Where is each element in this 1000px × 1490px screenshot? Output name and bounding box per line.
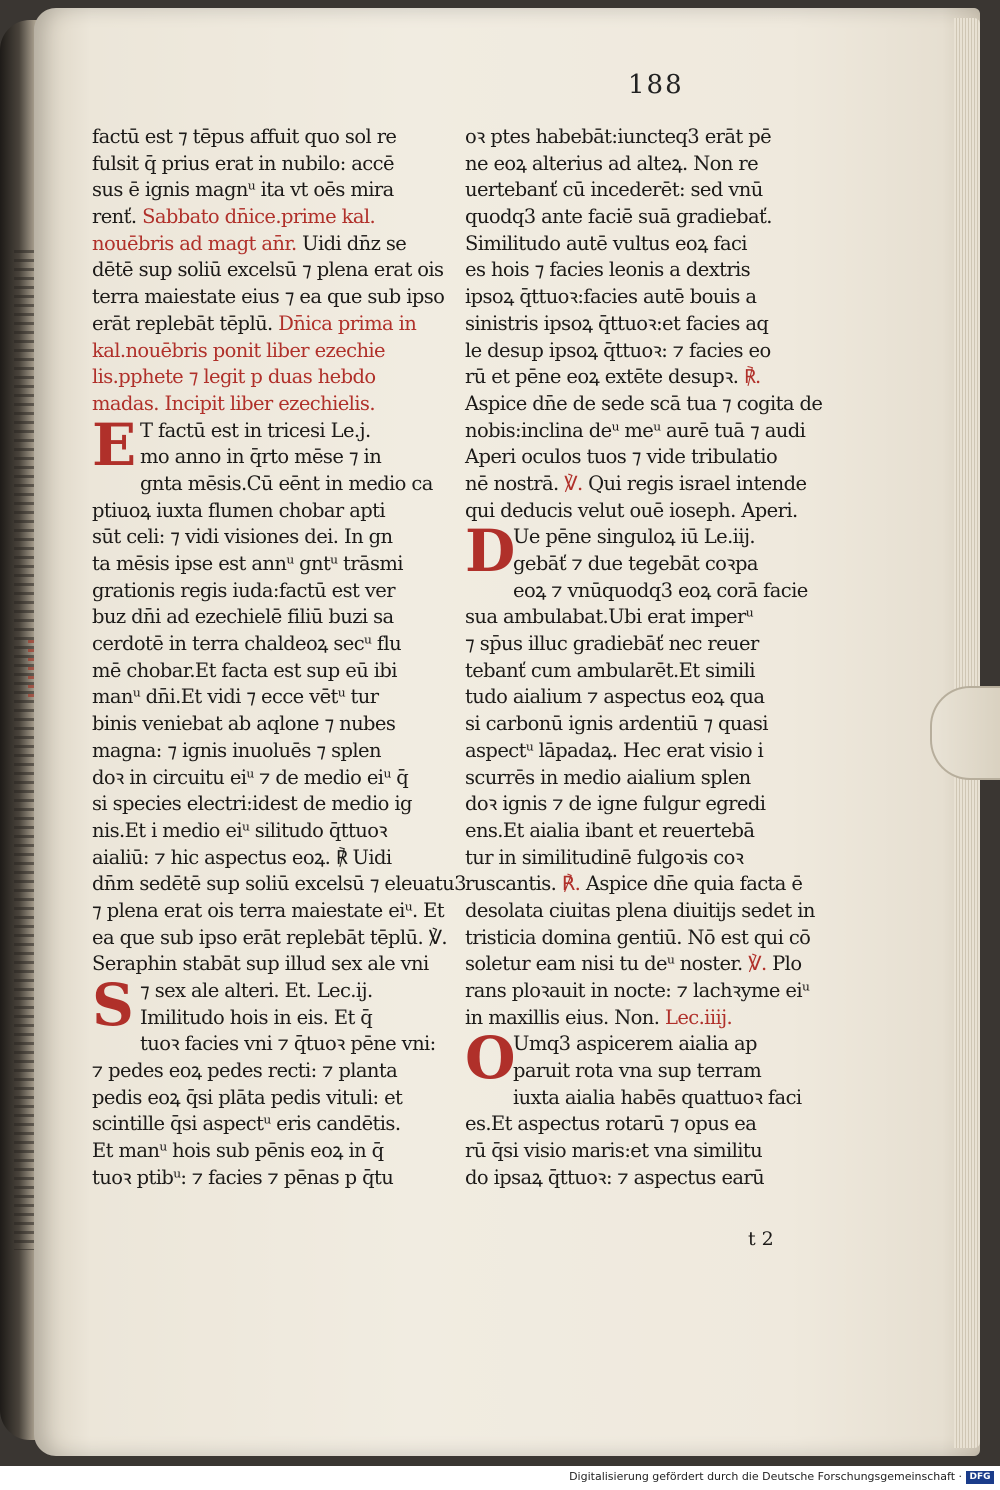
- line-text: ta mēsis ipse est annᵘ gntᵘ trāsmi: [92, 552, 403, 575]
- line-text: ens.Et aialia ibant et reuertebā: [465, 818, 755, 842]
- line-text: lis.pphete ⁊ legit p duas hebdo: [92, 365, 376, 389]
- page-clip: [930, 686, 1000, 780]
- line-text: rans ploꝛauit in nocte: ⁊ lachꝛyme eiᵘ: [465, 979, 810, 1002]
- line-text: ipsoꝝ q̄ttuoꝛ:facies autē bouis a: [465, 285, 757, 309]
- text-line: [465, 604, 825, 631]
- text-line: [92, 177, 454, 204]
- text-line: [92, 1005, 454, 1032]
- text-line: [465, 418, 825, 445]
- text-line: [92, 204, 454, 231]
- text-line: [92, 1085, 454, 1112]
- text-line: [465, 1165, 825, 1192]
- rubric-text: Dn̄ica prima in: [278, 311, 417, 335]
- line-text: Umq3 aspicerem aialia ap: [513, 1032, 757, 1056]
- line-text: madas.: [92, 391, 159, 415]
- line-text: desolata ciuitas plena diuitijs sedet in: [465, 898, 815, 922]
- text-line: [465, 1005, 825, 1032]
- text-line: [465, 978, 825, 1005]
- line-text: ⁊ sex ale alteri. Et. Lec.ij.: [140, 979, 373, 1002]
- text-line: [92, 284, 454, 311]
- line-text: do ipsaꝝ q̄ttuoꝛ: ⁊ aspectus earū: [465, 1165, 765, 1189]
- text-line: [465, 311, 825, 338]
- text-line: [92, 631, 454, 658]
- text-line: [92, 925, 454, 952]
- line-text: grationis regis iuda:factū est ver: [92, 578, 395, 602]
- text-line: [92, 578, 454, 605]
- text-line: [465, 257, 825, 284]
- funding-notice: Digitalisierung gefördert durch die Deutsche Forschungsgemeinschaft ·: [569, 1470, 962, 1483]
- drop-initial: E: [92, 410, 136, 479]
- line-text: cerdotē in terra chaldeoꝝ secᵘ flu: [92, 632, 402, 656]
- drop-initial: S: [92, 971, 134, 1039]
- line-text: doꝛ in circuitu eiᵘ ⁊ de medio eiᵘ q̄: [92, 765, 409, 789]
- line-text: Ue pēne singuloꝝ iū Le.iij.: [513, 525, 755, 549]
- text-line: [92, 338, 454, 365]
- line-text: Aspice dn̄e quia facta ē: [585, 872, 803, 896]
- line-text: Aspice dn̄e de sede scā tua ⁊ cogita de: [465, 391, 823, 415]
- line-text: scintille q̄si aspectᵘ eris candētis.: [92, 1112, 401, 1136]
- text-line: [465, 738, 825, 765]
- line-text: quodq3 ante faciē suā gradiebať.: [465, 205, 772, 229]
- line-text: aspectᵘ lāpadaꝝ. Hec erat visio i: [465, 738, 764, 762]
- line-text: sūt celi: ⁊ vidi visiones dei. In gn: [92, 525, 393, 549]
- line-text: nē nostrā.: [465, 471, 559, 495]
- line-text: gnta mēsis.Cū eēnt in medio ca: [140, 471, 433, 495]
- text-line: [465, 578, 825, 605]
- text-line: [465, 284, 825, 311]
- line-text: terra maiestate eius ⁊ ea que sub ipso: [92, 285, 445, 309]
- line-text: ⁊ plena erat ois terra maiestate eiᵘ. Et: [92, 898, 445, 922]
- line-text: ruscantis.: [465, 872, 557, 896]
- text-line: [465, 231, 825, 258]
- text-line: [92, 951, 454, 978]
- text-line: [92, 551, 454, 578]
- line-text: erāt replebāt tēplū.: [92, 311, 273, 335]
- line-text: sus ē ignis magnᵘ ita vt oēs mira: [92, 178, 394, 202]
- text-line: [465, 204, 825, 231]
- line-text: paruit rota vna sup terram: [513, 1059, 762, 1083]
- line-text: tristicia domina gentiū. Nō est qui cō: [465, 925, 811, 949]
- text-line: [92, 257, 454, 284]
- line-text: soletur eam nisi tu deᵘ noster.: [465, 952, 743, 976]
- right-text-column: [465, 124, 825, 1192]
- text-line: [465, 711, 825, 738]
- text-line: [92, 1165, 454, 1192]
- line-text: buz dn̄i ad ezechielē filiū buzi sa: [92, 605, 394, 629]
- text-line: [92, 498, 454, 525]
- text-line: [465, 1058, 825, 1085]
- line-text: fulsit q̄ prius erat in nubilo: accē: [92, 151, 394, 175]
- line-text: eoꝝ ⁊ vnūquodq3 eoꝝ corā facie: [513, 578, 808, 602]
- text-line: [465, 151, 825, 178]
- text-line: [465, 391, 825, 418]
- text-line: [465, 444, 825, 471]
- text-line: [92, 1058, 454, 1085]
- line-text: gebāť ⁊ due tegebāt coꝛpa: [513, 552, 758, 575]
- dfg-logo: DFG: [966, 1471, 994, 1484]
- line-text: nouēbris ad magt an̄r.: [92, 231, 297, 255]
- text-line: [92, 364, 454, 391]
- text-line: [465, 551, 825, 578]
- text-line: [465, 124, 825, 151]
- text-line: [92, 391, 454, 418]
- text-line: [92, 604, 454, 631]
- text-line: [92, 471, 454, 498]
- rubric-text: Incipit liber ezechielis.: [164, 391, 375, 415]
- text-line: [465, 658, 825, 685]
- text-line: [465, 1138, 825, 1165]
- line-text: factū est ⁊ tēpus affuit quo sol re: [92, 125, 397, 148]
- line-text: dn̄m sedētē sup soliū excelsū ⁊ eleuatu3: [92, 872, 466, 896]
- text-line: [92, 898, 454, 925]
- text-line: [92, 791, 454, 818]
- line-text: es hois ⁊ facies leonis a dextris: [465, 258, 751, 282]
- line-text: qui deducis velut ouē ioseph. Aperi.: [465, 498, 798, 522]
- line-text: kal.nouēbris ponit liber ezechie: [92, 338, 386, 362]
- text-line: [465, 818, 825, 845]
- line-text: Seraphin stabāt sup illud sex ale vni: [92, 952, 429, 976]
- rubric-text: Uidi dn̄z se: [302, 231, 407, 255]
- text-line: [465, 791, 825, 818]
- line-text: tebanť cum ambularēt.Et simili: [465, 658, 755, 682]
- text-line: [92, 1138, 454, 1165]
- line-text: mē chobar.Et facta est sup eū ibi: [92, 658, 397, 682]
- text-line: [92, 311, 454, 338]
- drop-initial: O: [465, 1024, 515, 1093]
- line-text: Similitudo autē vultus eoꝝ faci: [465, 231, 747, 255]
- line-text: uertebanť cū incederēt: sed vnū: [465, 178, 763, 202]
- line-text: Aperi oculos tuos ⁊ vide tribulatio: [465, 445, 778, 469]
- text-line: [92, 765, 454, 792]
- rubric-text: Sabbato dn̄ice.prime kal.: [142, 205, 376, 229]
- line-text: ⁊ sp̄us illuc gradiebāť nec reuer: [465, 632, 759, 656]
- text-line: [92, 711, 454, 738]
- line-text: manᵘ dn̄i.Et vidi ⁊ ecce vētᵘ tur: [92, 685, 379, 709]
- text-line: [92, 1111, 454, 1138]
- line-text: ne eoꝝ alterius ad alteꝝ. Non re: [465, 151, 759, 175]
- line-text: nis.Et i medio eiᵘ silitudo q̄ttuoꝛ: [92, 818, 387, 842]
- text-line: [92, 151, 454, 178]
- line-text: Et manᵘ hois sub pēnis eoꝝ in q̄: [92, 1139, 384, 1163]
- line-text: doꝛ ignis ⁊ de igne fulgur egredi: [465, 792, 766, 816]
- text-line: [465, 471, 825, 498]
- text-line: [92, 684, 454, 711]
- line-text: aialiū: ⁊ hic aspectus eoꝝ. ℟ Uidi: [92, 845, 392, 869]
- text-line: [465, 338, 825, 365]
- line-text: pedis eoꝝ q̄si plāta pedis vituli: et: [92, 1085, 403, 1109]
- line-text: tur in similitudinē fulgoꝛis coꝛ: [465, 845, 744, 869]
- text-line: [465, 1085, 825, 1112]
- line-text: renť.: [92, 205, 137, 229]
- line-text: T factū est in tricesi Le.j.: [140, 418, 371, 442]
- line-text: iuxta aialia habēs quattuoꝛ faci: [513, 1085, 802, 1109]
- line-text: Qui regis israel intende: [588, 471, 807, 495]
- line-text: si carbonū ignis ardentiū ⁊ quasi: [465, 712, 768, 736]
- line-text: ea que sub ipso erāt replebāt tēplū. ℣.: [92, 925, 448, 949]
- folio-number: 188: [628, 70, 684, 100]
- text-line: [465, 925, 825, 952]
- text-line: [465, 765, 825, 792]
- line-text: Imilitudo hois in eis. Et q̄: [140, 1005, 373, 1029]
- text-line: [465, 898, 825, 925]
- text-line: [92, 231, 454, 258]
- left-text-column: [92, 124, 466, 1192]
- line-text: dētē sup soliū excelsū ⁊ plena erat ois: [92, 258, 444, 282]
- rubric-text: ℟.: [561, 872, 581, 896]
- line-text: sua ambulabat.Ubi erat imperᵘ: [465, 605, 753, 629]
- line-text: si species electri:idest de medio ig: [92, 792, 412, 816]
- line-text: tudo aialium ⁊ aspectus eoꝝ qua: [465, 685, 765, 709]
- text-line: [92, 658, 454, 685]
- text-line: [465, 845, 825, 872]
- line-text: mo anno in q̄rto mēse ⁊ in: [140, 445, 382, 469]
- line-text: es.Et aspectus rotarū ⁊ opus ea: [465, 1112, 757, 1136]
- text-line: [92, 871, 466, 898]
- text-line: [92, 124, 454, 151]
- text-line: [92, 444, 454, 471]
- line-text: rū q̄si visio maris:et vna similitu: [465, 1139, 763, 1163]
- text-line: [465, 871, 825, 898]
- line-text: ptiuoꝝ iuxta flumen chobar apti: [92, 498, 386, 522]
- text-line: [92, 818, 454, 845]
- text-line: [465, 364, 825, 391]
- text-line: [465, 1111, 825, 1138]
- signature-mark: t 2: [748, 1228, 774, 1250]
- footer-bar: [0, 1466, 1000, 1490]
- rubric-text: Lec.iiij.: [664, 1005, 733, 1029]
- drop-initial: D: [465, 517, 515, 586]
- text-line: [465, 498, 825, 525]
- text-line: [465, 631, 825, 658]
- line-text: Plo: [772, 952, 802, 976]
- line-text: nobis:inclina deᵘ meᵘ aurē tuā ⁊ audi: [465, 418, 806, 442]
- text-line: [465, 684, 825, 711]
- line-text: in maxillis eius. Non.: [465, 1005, 660, 1029]
- rubric-text: ℟.: [743, 365, 761, 389]
- text-line: [92, 845, 454, 872]
- line-text: rū et pēne eoꝝ extēte desupꝛ.: [465, 365, 739, 389]
- rubric-text: ℣.: [564, 471, 583, 495]
- text-line: [92, 738, 454, 765]
- text-line: [92, 524, 454, 551]
- text-line: [92, 1031, 454, 1058]
- line-text: magna: ⁊ ignis inuoluēs ⁊ splen: [92, 738, 381, 762]
- text-line: [465, 177, 825, 204]
- line-text: oꝛ ptes habebāt:iuncteq3 erāt pē: [465, 125, 772, 148]
- rubric-text: ℣.: [748, 952, 767, 976]
- line-text: scurrēs in medio aialium splen: [465, 765, 751, 789]
- line-text: binis veniebat ab aqlone ⁊ nubes: [92, 712, 396, 736]
- line-text: tuoꝛ facies vni ⁊ q̄tuoꝛ pēne vni:: [140, 1032, 436, 1056]
- line-text: ⁊ pedes eoꝝ pedes recti: ⁊ planta: [92, 1059, 398, 1083]
- line-text: sinistris ipsoꝝ q̄ttuoꝛ:et facies aq: [465, 311, 769, 335]
- line-text: le desup ipsoꝝ q̄ttuoꝛ: ⁊ facies eo: [465, 338, 771, 362]
- text-line: [465, 951, 825, 978]
- line-text: tuoꝛ ptibᵘ: ⁊ facies ⁊ pēnas p q̄tu: [92, 1165, 394, 1189]
